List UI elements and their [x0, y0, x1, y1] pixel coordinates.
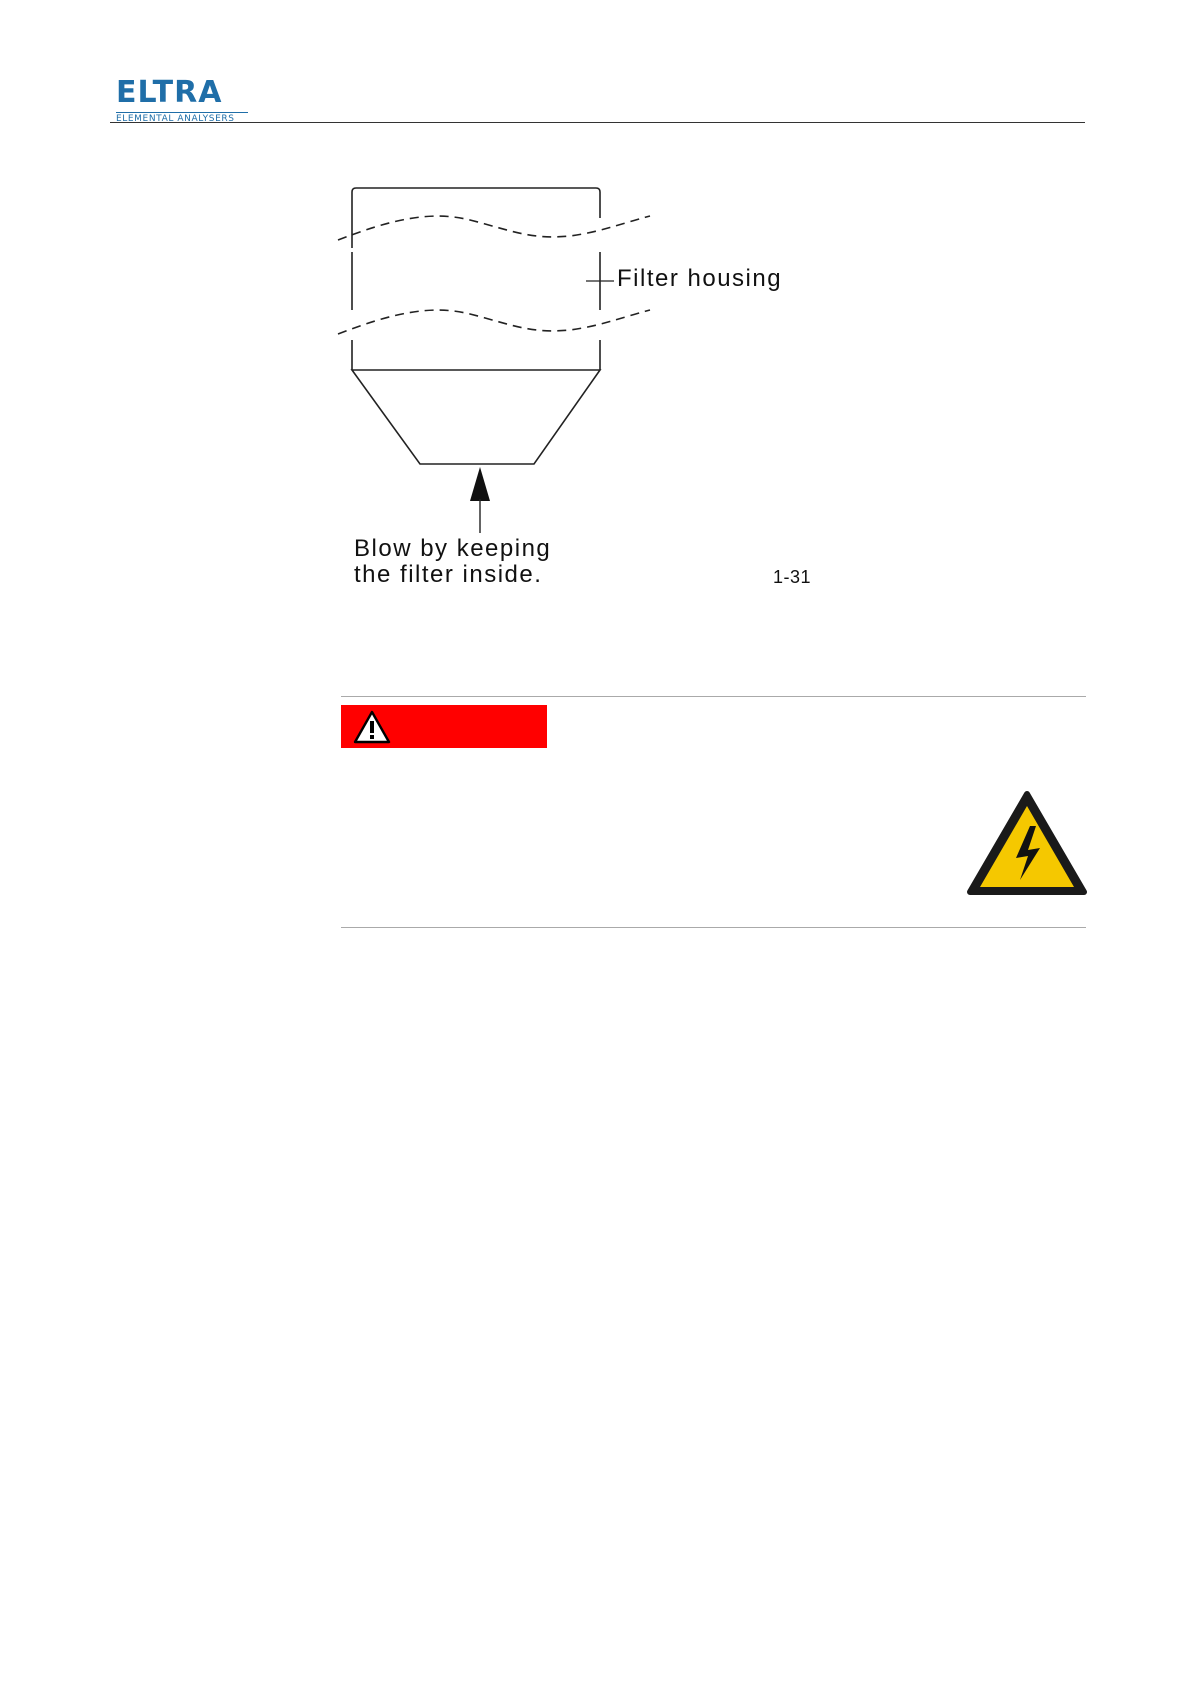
electrical-hazard-icon — [966, 790, 1088, 898]
logo-text: ELTRA — [116, 75, 223, 110]
housing-top-edge — [352, 188, 600, 248]
air-flow-arrow — [465, 465, 495, 535]
header-divider — [110, 122, 1085, 123]
danger-warning-bar — [341, 705, 547, 748]
warning-triangle-icon — [353, 710, 391, 744]
filter-housing-diagram — [330, 180, 660, 470]
upper-break-line — [338, 216, 650, 240]
warning-bottom-rule — [341, 927, 1086, 928]
logo-subtitle: ELEMENTAL ANALYSERS — [116, 112, 248, 124]
eltra-logo — [116, 75, 248, 124]
caption-line-2: the filter inside. — [354, 561, 543, 588]
lower-break-line — [338, 310, 650, 334]
filter-cone — [352, 370, 600, 464]
warning-top-rule — [341, 696, 1086, 697]
caption-line-1: Blow by keeping — [354, 535, 552, 562]
figure-number: 1-31 — [773, 567, 812, 587]
filter-housing-label: Filter housing — [617, 265, 783, 292]
arrow-head — [470, 467, 490, 501]
